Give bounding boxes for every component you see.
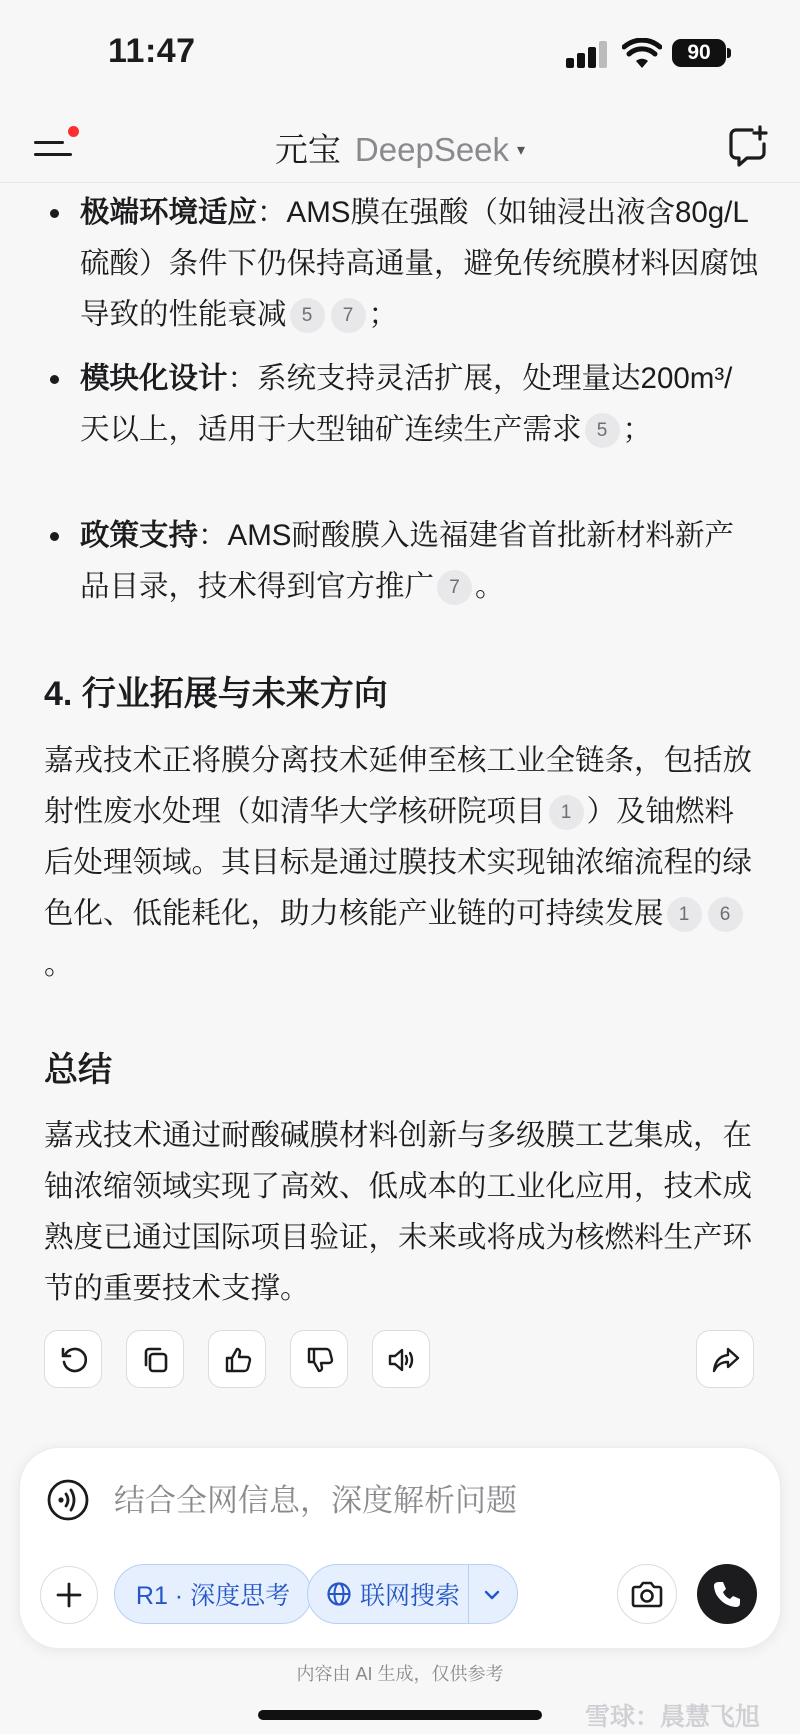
composer — [19, 1447, 781, 1649]
app-name: 元宝 — [274, 131, 341, 168]
paragraph-text: ）及铀燃料后处理领域。其目标是通过膜技术实现铀浓缩流程的绿色化、低能耗化，助力核能产业链的可持续发展 — [44, 795, 753, 930]
voice-call-button[interactable] — [697, 1564, 757, 1624]
model-selector[interactable] — [0, 124, 800, 171]
regenerate-button[interactable] — [44, 1330, 102, 1388]
home-indicator — [258, 1710, 542, 1720]
citation-badge[interactable]: 7 — [437, 570, 472, 605]
bullet-end: 。 — [475, 570, 505, 603]
cellular-signal-icon — [566, 40, 610, 68]
like-button[interactable] — [208, 1330, 266, 1388]
copy-icon — [141, 1345, 171, 1375]
model-name: DeepSeek — [354, 131, 510, 168]
thumbs-down-icon — [305, 1345, 335, 1375]
bullet-title: 模块化设计 — [80, 362, 228, 395]
thumbs-up-icon — [223, 1345, 253, 1375]
paragraph-end: 。 — [44, 948, 74, 981]
citation-badge[interactable]: 6 — [708, 897, 743, 932]
pill-divider — [468, 1565, 469, 1623]
citation-badge[interactable]: 5 — [585, 413, 620, 448]
camera-icon — [618, 1565, 676, 1623]
web-search-toggle[interactable] — [307, 1564, 518, 1624]
bullet-end: ； — [622, 413, 653, 446]
summary-paragraph: 嘉戎技术通过耐酸碱膜材料创新与多级膜工艺集成，在铀浓缩领域实现了高效、低成本的工业化应用，技术成熟度已通过国际项目验证，未来或将成为核燃料生产环节的重要技术支撑。 — [44, 1119, 753, 1305]
battery-icon — [672, 39, 726, 67]
deep-think-label: R1 · 深度思考 — [135, 1582, 291, 1610]
bullet-title: 政策支持 — [80, 519, 199, 552]
summary-heading: 总结 — [44, 1051, 112, 1089]
bullet-item — [80, 187, 760, 340]
speaker-icon — [387, 1345, 417, 1375]
share-icon — [711, 1345, 741, 1375]
bullet-item — [80, 353, 760, 455]
globe-icon — [326, 1581, 352, 1607]
citation-badge[interactable]: 1 — [667, 897, 702, 932]
share-button[interactable] — [696, 1330, 754, 1388]
paragraph-text: 嘉戎技术正将膜分离技术延伸至核工业全链条，包括放射性废水处理（如清华大学核研院项目 — [44, 744, 753, 828]
watermark: 雪球：晨慧飞旭 — [585, 1703, 761, 1731]
attach-button[interactable] — [40, 1566, 98, 1624]
bullet-end: ； — [368, 298, 399, 331]
message-input[interactable] — [112, 1472, 716, 1530]
deep-think-toggle[interactable] — [114, 1564, 312, 1624]
camera-button[interactable] — [617, 1564, 677, 1624]
nav-bar — [0, 110, 800, 183]
bullet-item — [80, 510, 760, 612]
web-search-label: 联网搜索 — [360, 1582, 461, 1610]
message-actions — [0, 1330, 800, 1390]
section-heading: 4. 行业拓展与未来方向 — [44, 675, 388, 713]
status-time: 11:47 — [108, 32, 196, 70]
new-chat-icon[interactable] — [726, 124, 770, 168]
chevron-down-icon[interactable] — [480, 1583, 504, 1607]
wifi-icon — [622, 38, 662, 70]
citation-badge[interactable]: 7 — [331, 298, 366, 333]
citation-badge[interactable]: 5 — [290, 298, 325, 333]
read-aloud-button[interactable] — [372, 1330, 430, 1388]
bullet-sep: ： — [227, 362, 258, 395]
citation-badge[interactable]: 1 — [549, 795, 584, 830]
refresh-icon — [59, 1345, 89, 1375]
bullet-sep: ： — [198, 519, 228, 552]
battery-tip — [727, 48, 731, 58]
voice-input-icon[interactable] — [46, 1478, 90, 1522]
caret-down-icon: ▾ — [517, 142, 526, 159]
bullet-sep: ： — [257, 196, 287, 229]
plus-icon — [41, 1567, 97, 1623]
copy-button[interactable] — [126, 1330, 184, 1388]
status-bar — [0, 0, 800, 110]
section-paragraph — [44, 735, 756, 990]
battery-level: 90 — [687, 41, 711, 64]
bullet-title: 极端环境适应 — [80, 196, 258, 229]
bullet-text: AMS膜在强酸（如铀浸出液含80g/L硫酸）条件下仍保持高通量，避免传统膜材料因腐蚀导致的性能衰减 — [80, 196, 759, 331]
phone-icon — [697, 1564, 757, 1624]
dislike-button[interactable] — [290, 1330, 348, 1388]
bullet-text: AMS耐酸膜入选福建省首批新材料新产品目录，技术得到官方推广 — [80, 519, 734, 603]
ai-disclaimer: 内容由 AI 生成，仅供参考 — [296, 1664, 504, 1684]
bullet-text: 系统支持灵活扩展，处理量达200m³/天以上，适用于大型铀矿连续生产需求 — [80, 362, 733, 446]
